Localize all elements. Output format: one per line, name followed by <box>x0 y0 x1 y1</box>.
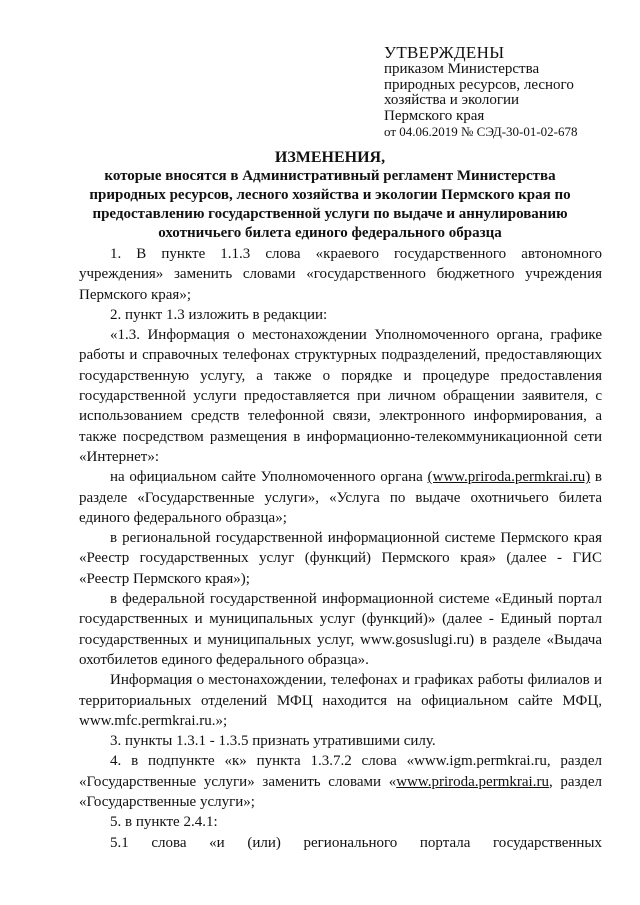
document-body <box>79 244 602 853</box>
approval-line: хозяйства и экологии <box>384 92 520 108</box>
paragraph-10: 5. в пункте 2.4.1: <box>110 814 218 831</box>
paragraph-3: «1.3. Информация о местонахождении Уполномоченного органа, графике работы и справочных телефонах структурных подразделений, предоставляющих государственную услугу, а также о порядке и процедуре предоставления государственной услуги предоставляется при личном обращении заявителя, с использованием средств телефонной связи, электронного информирования, а также посредством размещения в информационно-телекоммуникационной сети «Интернет»: <box>79 327 602 465</box>
paragraph-4-text: на официальном сайте Уполномоченного органа <box>110 469 428 486</box>
paragraph-7: Информация о местонахождении, телефонах и графиках работы филиалов и территориальных отделений МФЦ находится на официальном сайте МФЦ, www.mfc.permkrai.ru.»; <box>79 672 602 729</box>
title-line: которые вносятся в Административный регламент Министерства <box>104 168 556 184</box>
paragraph-4 <box>79 467 602 528</box>
paragraph-8: 3. пункты 1.3.1 - 1.3.5 признать утратившими силу. <box>110 733 436 750</box>
paragraph-9 <box>79 751 602 812</box>
title-line: предоставлению государственной услуги по выдаче и аннулированию <box>92 206 568 222</box>
approval-line: природных ресурсов, лесного <box>384 76 574 93</box>
title-line: природных ресурсов, лесного хозяйства и экологии Пермского края по <box>89 187 571 203</box>
paragraph-6: в федеральной государственной информационной системе «Единый портал государственных и муниципальных услуг (функций)» (далее - Единый портал государственных и муниципальных услуг, www.gosuslugi.ru) в разделе «Выдача охотбилетов единого федерального образца». <box>79 591 602 668</box>
paragraph-9-text: , раздел «Государственные услуги»; <box>79 773 602 811</box>
approval-date-line: от 04.06.2019 № СЭД-30-01-02-678 <box>384 124 578 139</box>
title-main: ИЗМЕНЕНИЯ, <box>274 149 386 166</box>
site-link[interactable]: (www.priroda.permkrai.ru) <box>427 469 591 486</box>
title-line: охотничьего билета единого федерального образца <box>158 225 502 241</box>
paragraph-5: в региональной государственной информационной системе Пермского края «Реестр государственных услуг (функций) Пермского края» (далее - ГИС «Реестр Пермского края»); <box>79 530 602 587</box>
approval-heading: УТВЕРЖДЕНЫ <box>384 43 505 62</box>
paragraph-11: 5.1 слова «и (или) регионального портала государственных <box>110 834 602 851</box>
site-link[interactable]: www.priroda.permkrai.ru <box>396 773 549 790</box>
paragraph-9-text: 4. в подпункте «к» пункта 1.3.7.2 слова «www.igm.permkrai.ru, раздел «Государственные услуги» заменить словами « <box>79 753 602 790</box>
paragraph-2: 2. пункт 1.3 изложить в редакции: <box>110 306 328 323</box>
document-title <box>60 148 600 243</box>
paragraph-1: 1. В пункте 1.1.3 слова «краевого государственного автономного учреждения» заменить словами «государственного бюджетного учреждения Пермского края»; <box>79 246 602 303</box>
approval-line: Пермского края <box>384 107 485 124</box>
approval-line: приказом Министерства <box>384 61 540 77</box>
approval-stamp <box>384 44 624 140</box>
paragraph-4-text: в разделе «Государственные услуги», «Услуга по выдаче охотничьего билета единого федерального образца»; <box>79 469 602 526</box>
